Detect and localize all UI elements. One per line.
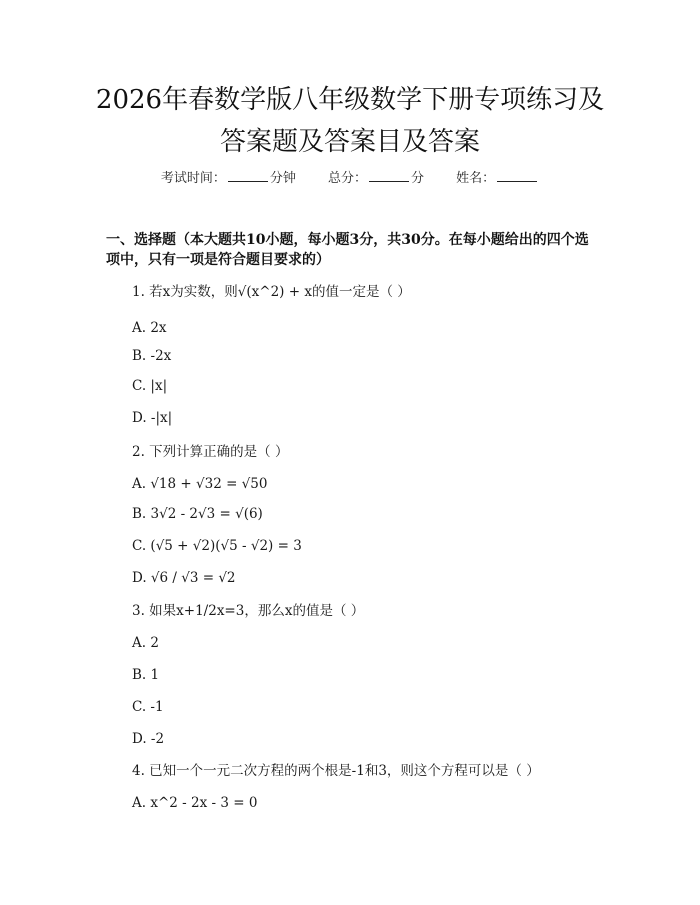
answer-option: C. |x| xyxy=(132,378,168,394)
question-stem: 4. 已知一个一元二次方程的两个根是-1和3，则这个方程可以是（ ） xyxy=(132,763,540,779)
answer-option: C. -1 xyxy=(132,699,164,715)
question-stem: 3. 如果x+1/2x=3，那么x的值是（ ） xyxy=(132,603,365,619)
exam-title-line-1: 2026年春数学版八年级数学下册专项练习及 xyxy=(95,85,605,115)
total-score-label: 总分： xyxy=(327,171,367,186)
total-score-blank[interactable] xyxy=(369,168,409,182)
answer-option: D. -|x| xyxy=(132,410,173,426)
answer-option: B. -2x xyxy=(132,348,172,364)
answer-option: B. 3√2 - 2√3 = √(6) xyxy=(132,506,263,522)
student-name-label: 姓名： xyxy=(456,171,496,186)
exam-time-label: 考试时间： xyxy=(160,171,226,186)
exam-meta xyxy=(0,168,700,188)
exam-time-field xyxy=(161,168,296,188)
total-score-field xyxy=(328,168,424,188)
answer-option: D. -2 xyxy=(132,731,165,747)
exam-title-line-2: 答案题及答案目及答案 xyxy=(219,127,480,157)
answer-option: A. 2 xyxy=(132,635,159,651)
question-stem: 1. 若x为实数，则√(x^2) + x的值一定是（ ） xyxy=(132,284,411,300)
student-name-blank[interactable] xyxy=(497,168,537,182)
section-heading-line-1: 一、选择题（本大题共10小题，每小题3分，共30分。在每小题给出的四个选 xyxy=(106,232,589,248)
student-name-field xyxy=(456,168,539,188)
answer-option: C. (√5 + √2)(√5 - √2) = 3 xyxy=(132,538,302,554)
exam-time-unit: 分钟 xyxy=(269,171,296,186)
section-heading-line-2: 项中，只有一项是符合题目要求的） xyxy=(106,252,330,268)
answer-option: B. 1 xyxy=(132,667,160,683)
answer-option: A. √18 + √32 = √50 xyxy=(132,476,268,492)
question-stem: 2. 下列计算正确的是（ ） xyxy=(132,444,289,460)
answer-option: A. 2x xyxy=(132,320,167,336)
answer-option: D. √6 / √3 = √2 xyxy=(132,570,236,586)
answer-option: A. x^2 - 2x - 3 = 0 xyxy=(132,795,258,811)
exam-time-blank[interactable] xyxy=(228,168,268,182)
total-score-unit: 分 xyxy=(411,171,425,186)
